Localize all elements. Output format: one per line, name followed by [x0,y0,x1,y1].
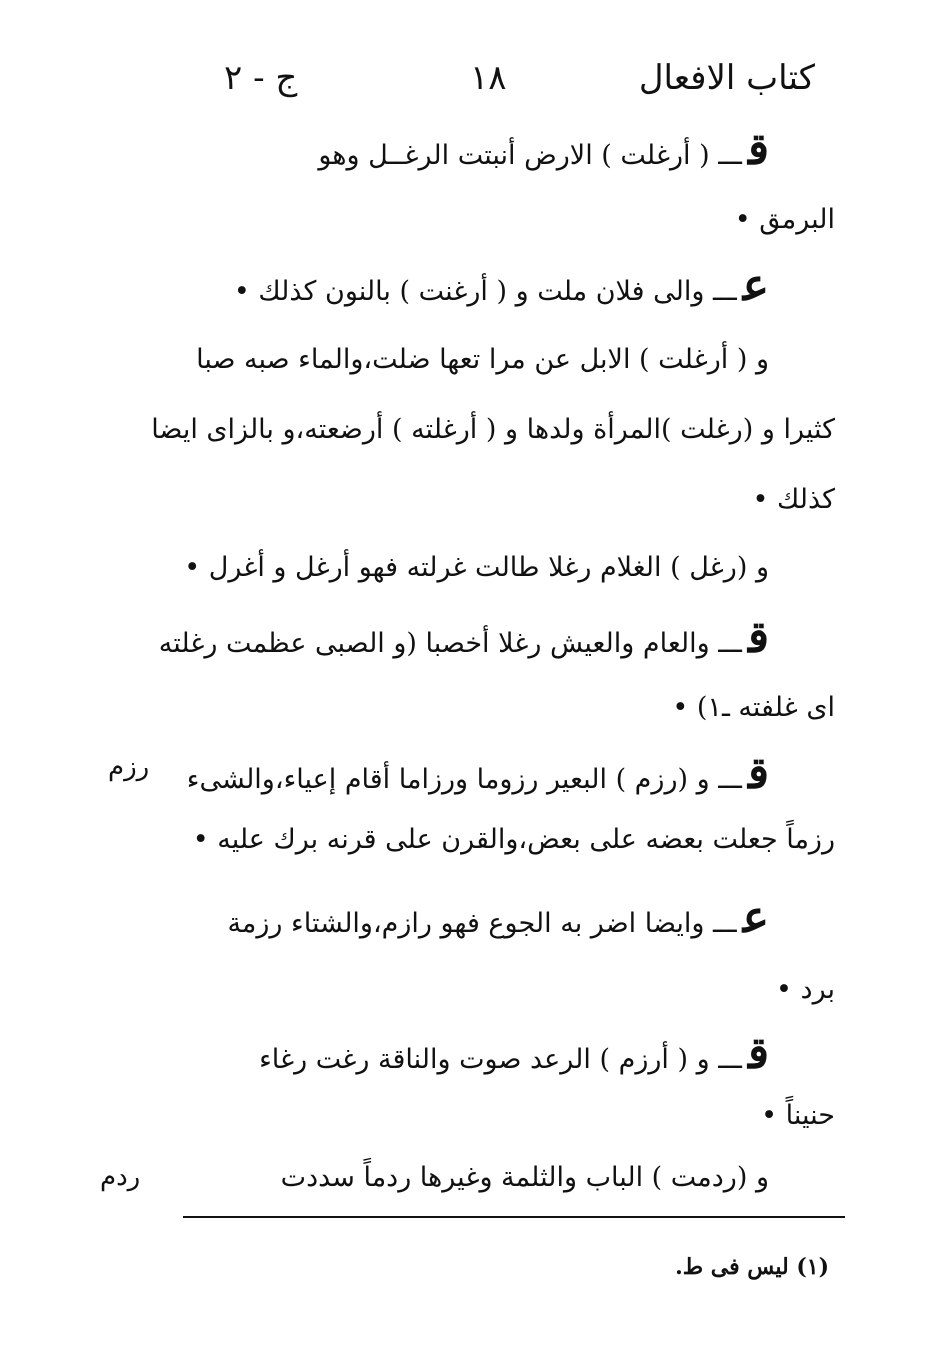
entry-marker: ع [742,892,769,943]
text-line [158,612,769,666]
entry-marker: ق [747,612,769,663]
text-line [752,478,835,522]
page-number: ١٨ [470,58,507,98]
footnote: (١) ليس فى ط. [675,1254,829,1280]
text-line [151,408,835,452]
line-text: ـــ ( أرغلت ) الارض أنبتت الرغــل وهو [318,140,742,171]
line-text: برد • [776,974,835,1005]
line-text: اى غلفته ـ١) • [672,692,835,723]
text-line [735,198,835,242]
line-text: ـــ والعام والعيش رغلا أخصبا (و الصبى عظمت رغلته [158,628,742,659]
text-line [233,260,769,314]
entry-marker: ق [747,748,769,799]
text-line [776,968,835,1012]
margin-note-rdm: ردم [100,1162,141,1192]
text-line [761,1094,835,1138]
volume-label: ج - ٢ [224,58,298,98]
text-line [259,1028,769,1082]
text-line [186,748,769,802]
line-text: ـــ وايضا اضر به الجوع فهو رازم،والشتاء رزمة [227,908,737,939]
text-line [672,686,835,730]
line-text: ـــ و ( أرزم ) الرعد صوت والناقة رغت رغاء [259,1044,742,1075]
text-line [318,124,769,178]
line-text: و ( أرغلت ) الابل عن مرا تعها ضلت،والماء صبه صبا [196,344,769,375]
line-text: رزماً جعلت بعضه على بعض،والقرن على قرنه برك عليه • [192,824,835,855]
line-text: كثيرا و (رغلت )المرأة ولدها و ( أرغلته ) أرضعته،و بالزاى ايضا [151,414,835,445]
line-text: البرمق • [734,204,835,235]
line-text: حنيناً • [761,1100,835,1131]
line-text: كذلك • [752,484,835,515]
line-text: ـــ و (رزم ) البعير رزوما ورزاما أقام إعياء،والشىء [186,764,742,795]
line-text: و (ردمت ) الباب والثلمة وغيرها ردماً سددت [280,1162,769,1193]
running-title: كتاب الافعال [638,58,815,98]
text-line [196,338,769,382]
entry-marker: ع [742,260,769,311]
text-line [193,818,835,862]
line-text: ـــ والى فلان ملت و ( أرغنت ) بالنون كذلك • [233,276,737,307]
text-line [281,1156,769,1200]
line-text: و (رغل ) الغلام رغلا طالت غرلته فهو أرغل و أغرل • [184,552,769,583]
footnote-separator [183,1216,845,1218]
margin-note-rzm: رزم [108,752,150,782]
text-line [227,892,769,946]
entry-marker: ق [747,1028,769,1079]
entry-marker: ق [747,124,769,175]
text-line [184,546,769,590]
